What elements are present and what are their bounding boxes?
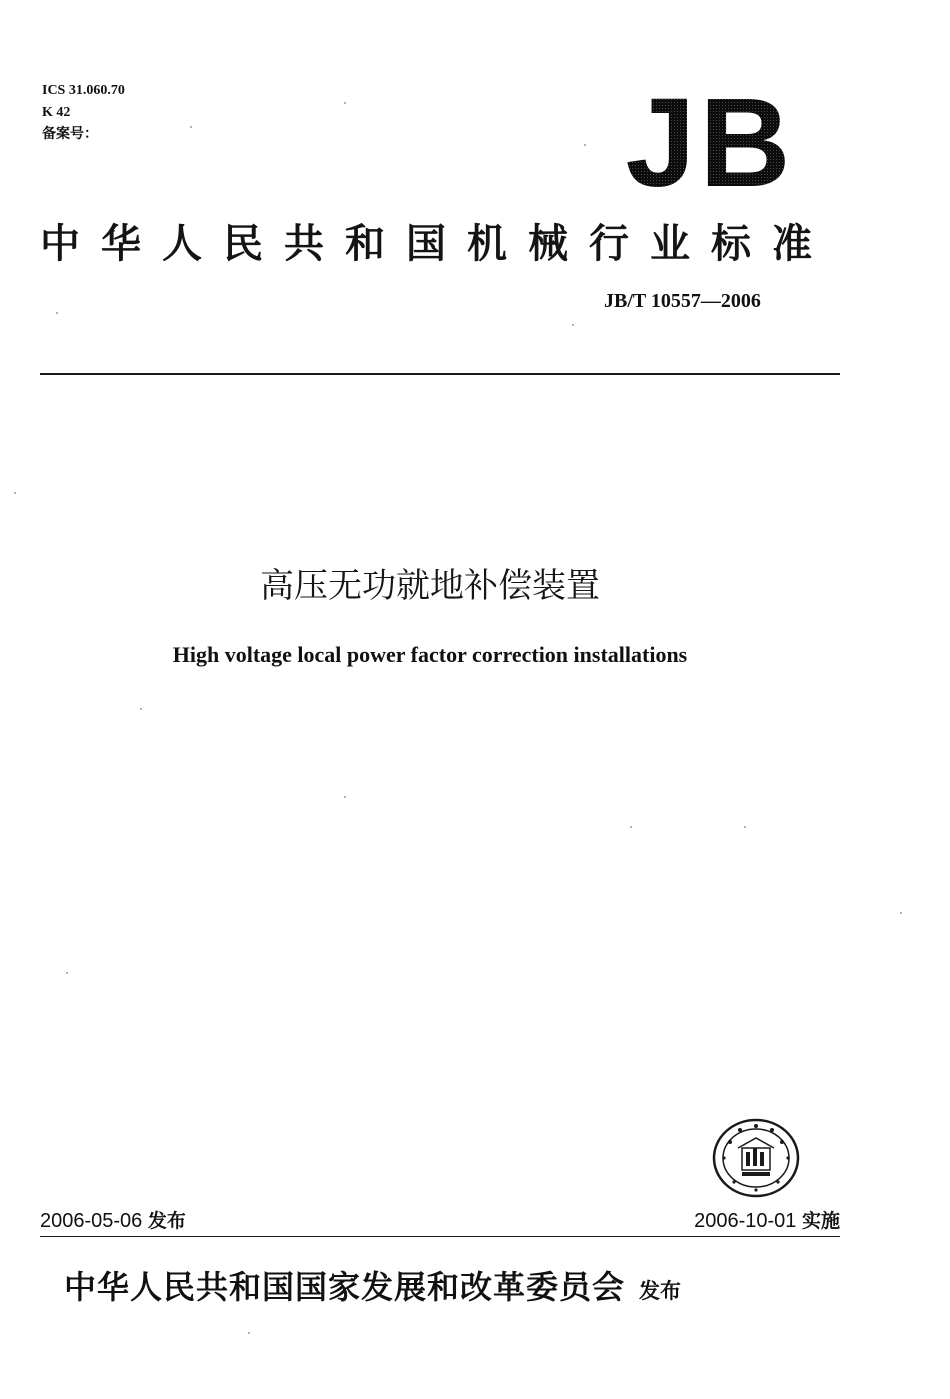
scan-speck <box>344 102 346 104</box>
implement-word: 实施 <box>801 1210 840 1232</box>
scan-speck <box>14 492 16 494</box>
ccs-code: K 42 <box>42 105 71 120</box>
scan-speck <box>744 826 746 828</box>
header-title: 中华人民共和国机械行业标准 <box>40 221 833 267</box>
scan-speck <box>66 972 68 974</box>
scan-speck <box>344 796 346 798</box>
scan-speck <box>572 324 574 326</box>
scan-speck <box>630 826 632 828</box>
date-row <box>40 1206 840 1234</box>
implement-date: 2006-10-01 <box>694 1210 797 1232</box>
publisher-line <box>64 1262 681 1308</box>
issue-date: 2006-05-06 <box>40 1210 143 1232</box>
issue-date-block <box>40 1206 186 1233</box>
top-divider <box>40 373 840 375</box>
classification-block <box>42 80 125 146</box>
issue-word: 发布 <box>147 1210 186 1232</box>
jb-logo <box>610 86 810 194</box>
scan-speck <box>584 144 586 146</box>
filing-number-label: 备案号： <box>42 127 98 142</box>
scan-speck <box>900 912 902 914</box>
jb-logo-text: JB <box>625 86 795 194</box>
standard-number: JB/T 10557—2006 <box>604 290 761 312</box>
document-title-cn: 高压无功就地补偿装置 <box>260 566 600 606</box>
ics-code: ICS 31.060.70 <box>42 83 125 98</box>
publisher-seal-icon <box>712 1118 800 1198</box>
scan-speck <box>190 126 192 128</box>
publisher-name: 中华人民共和国国家发展和改革委员会 <box>64 1268 626 1306</box>
scan-speck <box>248 1332 250 1334</box>
scan-speck <box>56 312 58 314</box>
publisher-action: 发布 <box>639 1279 682 1303</box>
bottom-divider <box>40 1236 840 1237</box>
implement-date-block <box>694 1206 840 1233</box>
scan-speck <box>140 708 142 710</box>
document-title-en: High voltage local power factor correction installations <box>172 642 688 667</box>
